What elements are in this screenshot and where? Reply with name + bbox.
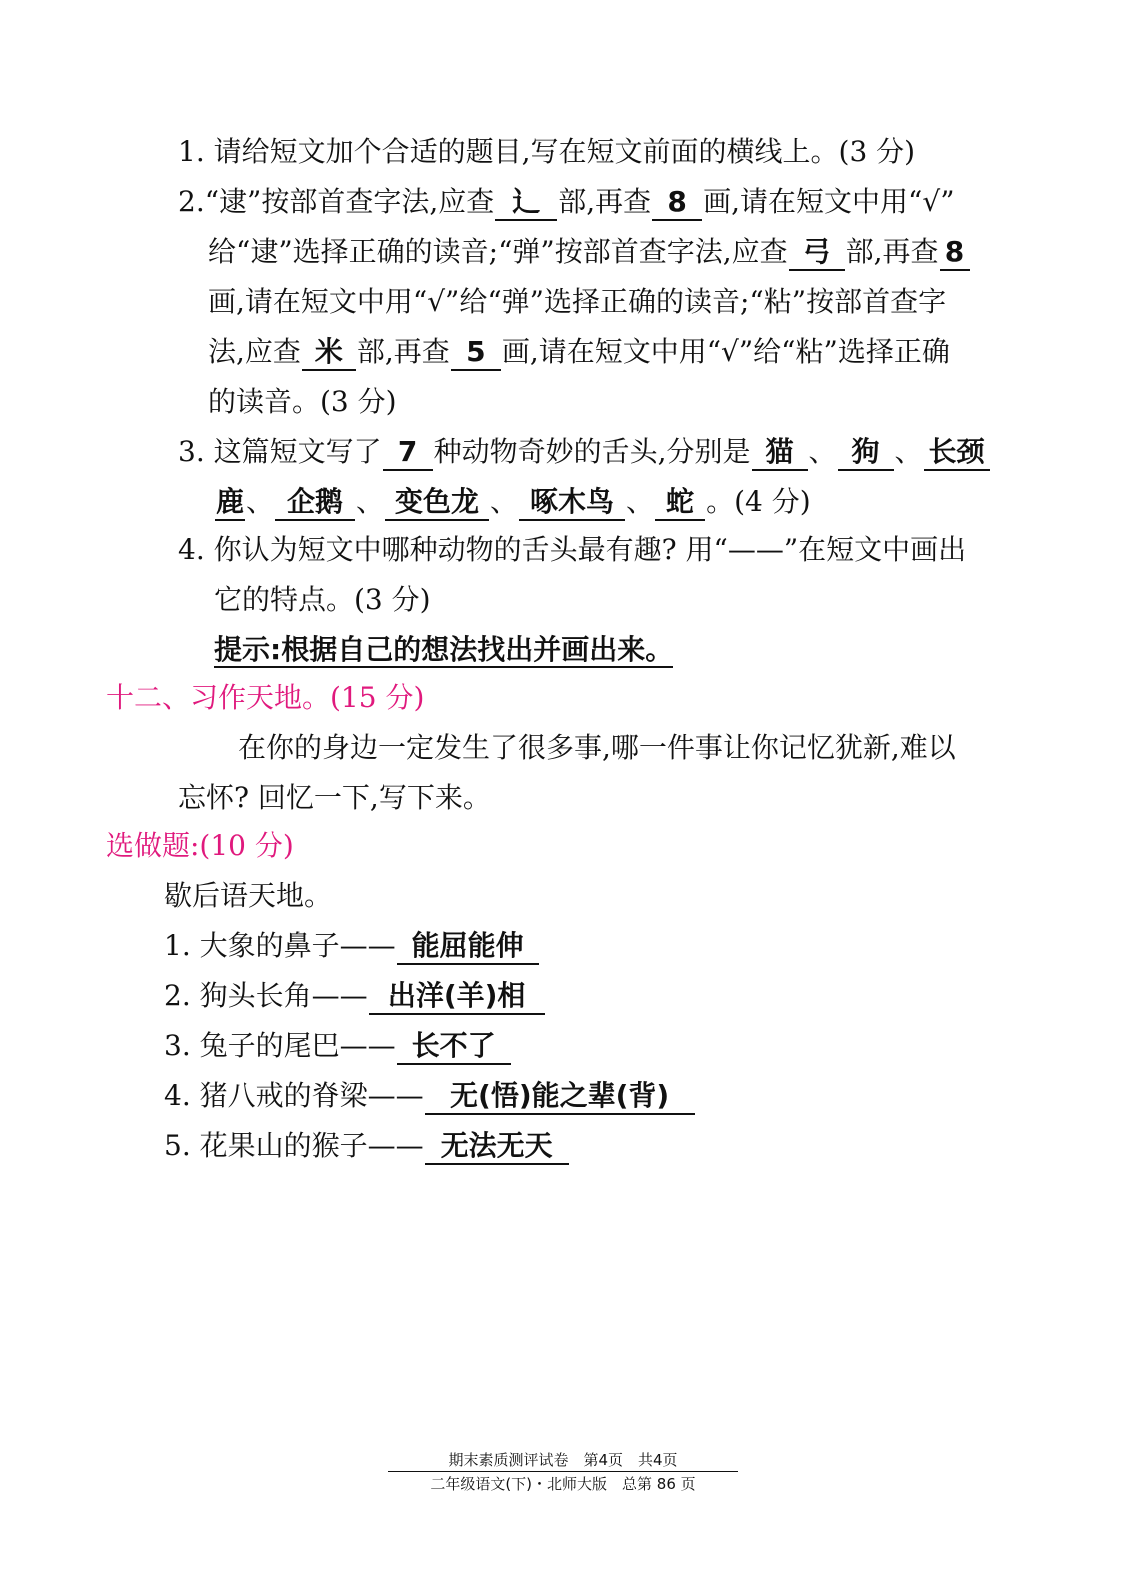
q4-text: 它的特点。(3 分) [214,583,431,616]
question-2-line-1 [178,182,955,222]
answer-blank: 狗 [838,435,894,471]
question-1 [178,132,915,172]
answer-blank: 蛇 [655,485,705,521]
answer-blank: 7 [383,435,433,471]
answer-blank: 变色龙 [385,485,489,521]
answer-blank: 出洋(羊)相 [369,979,545,1015]
question-2-line-3 [208,282,946,322]
list-item [164,1026,512,1066]
answer-blank: 猫 [752,435,808,471]
q2-text: 部,再查 [356,335,450,368]
riddle-text: 3. 兔子的尾巴—— [164,1029,396,1062]
q2-text: 法,应查 [208,335,301,368]
separator: 、 [356,485,385,518]
section-heading-text: 选做题:(10 分) [106,829,294,862]
riddle-text: 2. 狗头长角—— [164,979,368,1012]
footer-divider [388,1471,738,1472]
hint-text: 提示:根据自己的想法找出并画出来。 [214,633,674,666]
q2-text: 给“逮”选择正确的读音;“弹”按部首查字法,应查 [208,235,788,268]
separator: 、 [246,485,275,518]
footer-line-2: 二年级语文(下)・北师大版 总第 86 页 [430,1475,696,1493]
list-item [164,926,540,966]
separator: 、 [808,435,837,468]
section-heading-text: 十二、习作天地。(15 分) [106,681,425,714]
q2-text: 的读音。(3 分) [208,385,397,418]
q2-text: 画,请在短文中用“√” [703,185,955,218]
question-1-text: 1. 请给短文加个合适的题目,写在短文前面的横线上。(3 分) [178,135,916,168]
q2-text: 部,再查 [845,235,939,268]
question-4-line-1 [178,530,966,570]
list-item [164,1126,570,1166]
intro-text: 歇后语天地。 [164,879,333,912]
prompt-text: 忘怀? 回忆一下,写下来。 [178,781,491,814]
separator: 、 [490,485,519,518]
riddle-text: 1. 大象的鼻子—— [164,929,396,962]
question-2-line-2 [208,232,971,272]
answer-blank: 5 [451,335,501,371]
answer-blank: 企鹅 [275,485,355,521]
section-12-prompt-line-2 [178,778,491,818]
answer-blank: 长颈 [924,435,990,471]
q2-text: 2.“逮”按部首查字法,应查 [178,185,495,218]
answer-blank: 弓 [789,235,845,271]
answer-blank: 8 [652,185,702,221]
q2-text: 画,请在短文中用“√”给“弹”选择正确的读音;“粘”按部首查字 [208,285,947,318]
riddle-text: 5. 花果山的猴子—— [164,1129,424,1162]
answer-blank: 无法无天 [425,1129,569,1165]
q4-text: 4. 你认为短文中哪种动物的舌头最有趣? 用“——”在短文中画出 [178,533,967,566]
answer-blank: 能屈能伸 [397,929,539,965]
question-3-line-1 [178,432,991,472]
question-2-line-5 [208,382,397,422]
section-12-prompt-line-1 [238,728,956,768]
footer-line-1: 期末素质测评试卷 第4页 共4页 [448,1451,678,1469]
question-4-hint [214,630,673,670]
answer-blank: 无(悟)能之辈(背) [425,1079,695,1115]
list-item [164,976,546,1016]
question-2-line-4 [208,332,950,372]
optional-intro [164,876,332,916]
optional-heading [106,826,294,866]
question-4-line-2 [214,580,431,620]
list-item [164,1076,696,1116]
prompt-text: 在你的身边一定发生了很多事,哪一件事让你记忆犹新,难以 [238,731,956,764]
q3-text: 种动物奇妙的舌头,分别是 [433,435,751,468]
answer-blank: 米 [302,335,356,371]
question-3-line-2 [214,482,811,522]
answer-blank: 8 [940,235,970,271]
section-12-heading [106,678,424,718]
q3-text: 。(4 分) [706,485,811,518]
answer-blank: 长不了 [397,1029,511,1065]
q2-text: 部,再查 [558,185,652,218]
separator: 、 [626,485,655,518]
riddle-text: 4. 猪八戒的脊梁—— [164,1079,424,1112]
separator: 、 [894,435,923,468]
answer-blank: 鹿 [215,485,245,521]
answer-blank: 啄木鸟 [519,485,625,521]
answer-blank: 辶 [495,185,557,221]
q2-text: 画,请在短文中用“√”给“粘”选择正确 [501,335,950,368]
q3-text: 3. 这篇短文写了 [178,435,382,468]
